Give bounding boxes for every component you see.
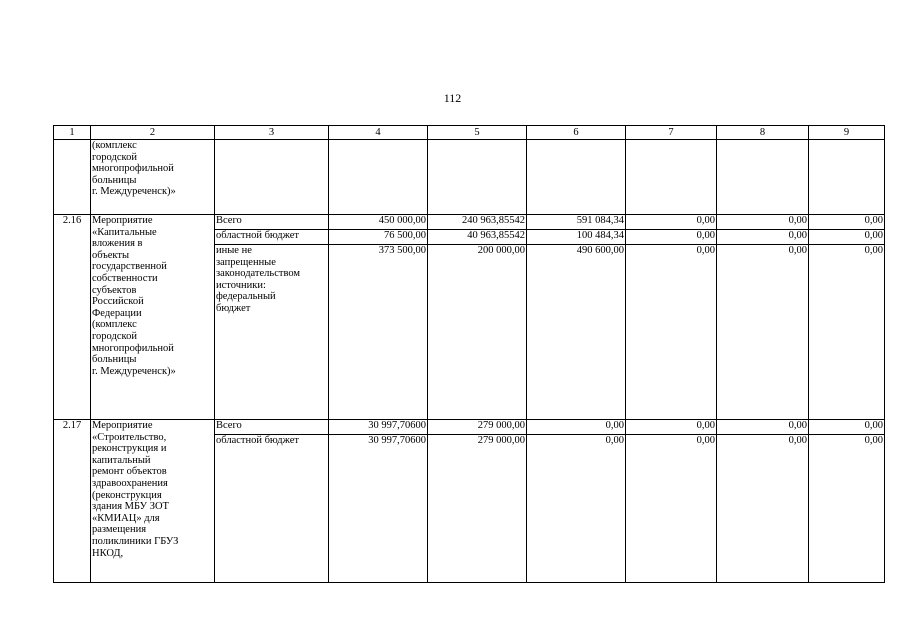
value-col-9: 0,00 bbox=[809, 435, 885, 583]
value-col-4: 30 997,70600 bbox=[329, 420, 428, 435]
item-index: 2.17 bbox=[54, 420, 91, 583]
value-col-4: 30 997,70600 bbox=[329, 435, 428, 583]
table-row bbox=[54, 215, 885, 230]
value-col-7: 0,00 bbox=[626, 420, 717, 435]
column-header-3: 3 bbox=[215, 126, 329, 140]
value-cell bbox=[329, 140, 428, 215]
column-header-4: 4 bbox=[329, 126, 428, 140]
source-cell bbox=[215, 140, 329, 215]
funding-source: областной бюджет bbox=[215, 230, 329, 245]
value-col-9: 0,00 bbox=[809, 215, 885, 230]
value-col-9: 0,00 bbox=[809, 230, 885, 245]
budget-table bbox=[53, 125, 885, 583]
item-index: 2.16 bbox=[54, 215, 91, 420]
value-col-5: 40 963,85542 bbox=[428, 230, 527, 245]
column-header-6: 6 bbox=[527, 126, 626, 140]
value-col-8: 0,00 bbox=[717, 420, 809, 435]
value-col-8: 0,00 bbox=[717, 245, 809, 420]
page-number: 112 bbox=[443, 91, 462, 105]
item-name-cell: (комплекс городской многопрофильной больницы г. Междуреченск)» bbox=[91, 140, 215, 215]
value-col-5: 279 000,00 bbox=[428, 420, 527, 435]
value-col-4: 76 500,00 bbox=[329, 230, 428, 245]
index-cell bbox=[54, 140, 91, 215]
value-cell bbox=[626, 140, 717, 215]
column-header-1: 1 bbox=[54, 126, 91, 140]
value-col-6: 490 600,00 bbox=[527, 245, 626, 420]
value-cell bbox=[717, 140, 809, 215]
value-col-9: 0,00 bbox=[809, 245, 885, 420]
value-col-7: 0,00 bbox=[626, 435, 717, 583]
funding-source: иные не запрещенные законодательством источники: федеральный бюджет bbox=[215, 245, 329, 420]
value-col-5: 279 000,00 bbox=[428, 435, 527, 583]
funding-source: Всего bbox=[215, 420, 329, 435]
value-col-8: 0,00 bbox=[717, 230, 809, 245]
value-col-8: 0,00 bbox=[717, 215, 809, 230]
continuation-row bbox=[54, 140, 885, 215]
column-header-9: 9 bbox=[809, 126, 885, 140]
value-col-6: 0,00 bbox=[527, 420, 626, 435]
column-header-7: 7 bbox=[626, 126, 717, 140]
header-row bbox=[54, 126, 885, 140]
column-header-8: 8 bbox=[717, 126, 809, 140]
item-name: Мероприятие «Капитальные вложения в объекты государственной собственности субъектов Российской Федерации (комплекс городской многопрофильной больницы г. Междуреченск)» bbox=[91, 215, 215, 420]
value-col-6: 0,00 bbox=[527, 435, 626, 583]
column-header-5: 5 bbox=[428, 126, 527, 140]
value-col-5: 240 963,85542 bbox=[428, 215, 527, 230]
funding-source: областной бюджет bbox=[215, 435, 329, 583]
value-col-4: 450 000,00 bbox=[329, 215, 428, 230]
value-col-4: 373 500,00 bbox=[329, 245, 428, 420]
value-col-5: 200 000,00 bbox=[428, 245, 527, 420]
value-col-9: 0,00 bbox=[809, 420, 885, 435]
value-cell bbox=[428, 140, 527, 215]
value-col-6: 100 484,34 bbox=[527, 230, 626, 245]
value-col-8: 0,00 bbox=[717, 435, 809, 583]
value-cell bbox=[809, 140, 885, 215]
item-name: Мероприятие «Строительство, реконструкция и капитальный ремонт объектов здравоохранения (реконструкция здания МБУ ЗОТ «КМИАЦ» для размещения поликлиники ГБУЗ НКОД, bbox=[91, 420, 215, 583]
value-col-7: 0,00 bbox=[626, 215, 717, 230]
table-row bbox=[54, 420, 885, 435]
column-header-2: 2 bbox=[91, 126, 215, 140]
value-col-7: 0,00 bbox=[626, 230, 717, 245]
value-col-6: 591 084,34 bbox=[527, 215, 626, 230]
funding-source: Всего bbox=[215, 215, 329, 230]
value-cell bbox=[527, 140, 626, 215]
value-col-7: 0,00 bbox=[626, 245, 717, 420]
